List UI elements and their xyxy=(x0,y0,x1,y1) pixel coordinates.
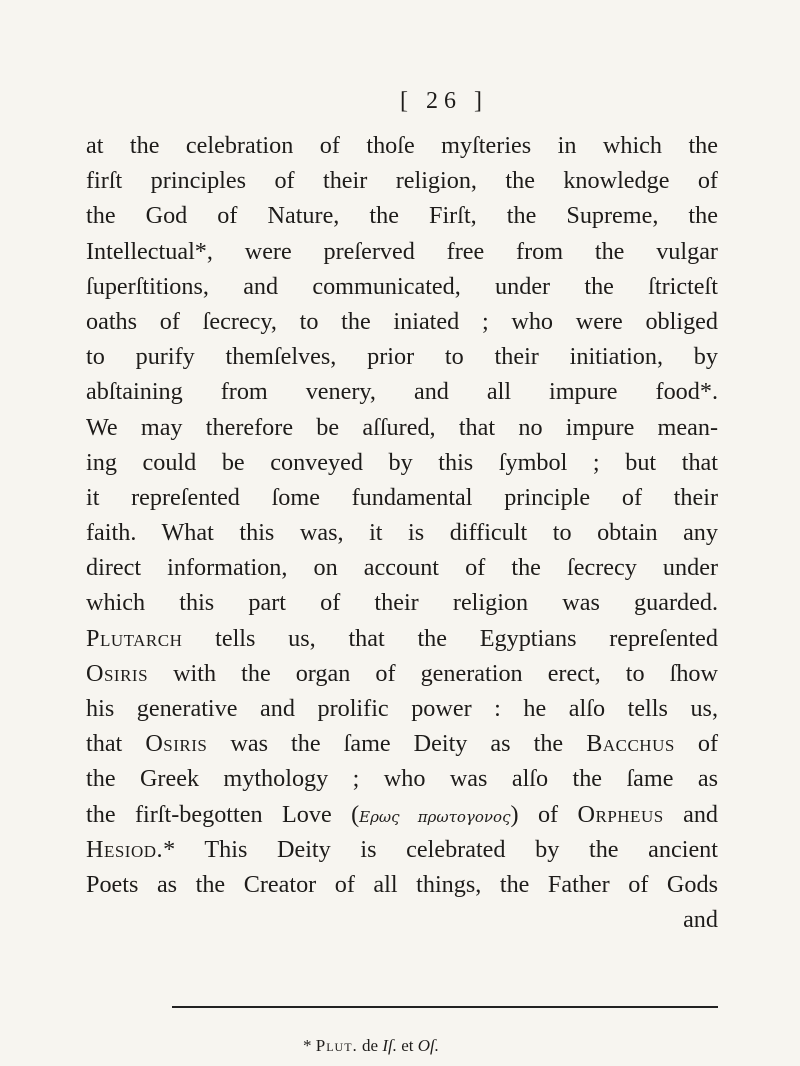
text-line-16 xyxy=(86,656,718,691)
text-line-18 xyxy=(86,726,718,761)
text-line-21 xyxy=(86,832,718,867)
text-line-15 xyxy=(86,621,718,656)
text-line-17: his generative and prolific power : he alſo tells us, xyxy=(86,695,718,722)
text-segment: was the ſame Deity as the xyxy=(207,730,587,758)
name-hesiod: Hesiod. xyxy=(86,835,164,863)
text-segment: et xyxy=(396,1036,418,1055)
text-line-1: at the celebration of thoſe myſteries in which the xyxy=(86,132,718,159)
footnote xyxy=(303,1036,439,1056)
text-line-4: Intellectual*, were preſerved free from the vulgar xyxy=(86,237,718,265)
text-line-22: Poets as the Creator of all things, the Father of Gods xyxy=(86,870,718,898)
name-osiris: Osiris xyxy=(145,730,208,758)
footnote-work-2: Oſ. xyxy=(417,1036,439,1055)
name-bacchus: Bacchus xyxy=(586,730,675,758)
text-segment: de xyxy=(357,1036,383,1055)
catchword: and xyxy=(683,906,718,934)
text-line-19: the Greek mythology ; who was alſo the ſame as xyxy=(86,765,718,793)
greek-phrase: Ερως πρωτογονος xyxy=(359,807,511,826)
text-segment: ) of xyxy=(510,800,578,828)
name-osiris: Osiris xyxy=(86,659,149,687)
text-line-12: faith. What this was, it is difficult to obtain any xyxy=(86,519,718,547)
footnote-mark: * xyxy=(303,1036,316,1055)
page-number: [ 26 ] xyxy=(400,88,488,114)
text-segment: * This Deity is celebrated by the ancient xyxy=(163,835,718,863)
text-line-10: ing could be conveyed by this ſymbol ; but that xyxy=(86,448,718,476)
text-segment: with the organ of generation erect, to ſhow xyxy=(148,659,718,687)
text-line-6: oaths of ſecrecy, to the iniated ; who were obliged xyxy=(86,307,718,335)
text-line-2: firſt principles of their religion, the knowledge of xyxy=(86,167,718,195)
body-text xyxy=(86,128,718,937)
footnote-author: Plut. xyxy=(315,1036,358,1055)
text-segment: of xyxy=(674,730,718,758)
text-segment: that xyxy=(86,730,146,758)
text-line-8: abſtaining from venery, and all impure food*. xyxy=(86,378,718,406)
name-plutarch: Plutarch xyxy=(86,624,183,652)
text-line-11: it repreſented ſome fundamental principle of their xyxy=(86,483,718,511)
text-line-5: ſuperſtitions, and communicated, under the ſtricteſt xyxy=(86,272,718,300)
text-line-14: which this part of their religion was guarded. xyxy=(86,589,718,617)
footnote-work-1: Iſ. xyxy=(382,1036,397,1055)
text-line-20 xyxy=(86,797,718,832)
footnote-divider xyxy=(172,1006,718,1008)
text-segment: and xyxy=(663,800,719,828)
name-orpheus: Orpheus xyxy=(577,800,664,828)
text-line-9: We may therefore be aſſured, that no impure mean- xyxy=(86,413,718,441)
text-line-13: direct information, on account of the ſecrecy under xyxy=(86,554,718,582)
text-line-7: to purify themſelves, prior to their initiation, by xyxy=(86,343,718,371)
text-line-3: the God of Nature, the Firſt, the Supreme, the xyxy=(86,202,718,230)
text-segment: tells us, that the Egyptians repreſented xyxy=(182,624,718,652)
text-segment: the firſt-begotten Love ( xyxy=(86,800,360,828)
